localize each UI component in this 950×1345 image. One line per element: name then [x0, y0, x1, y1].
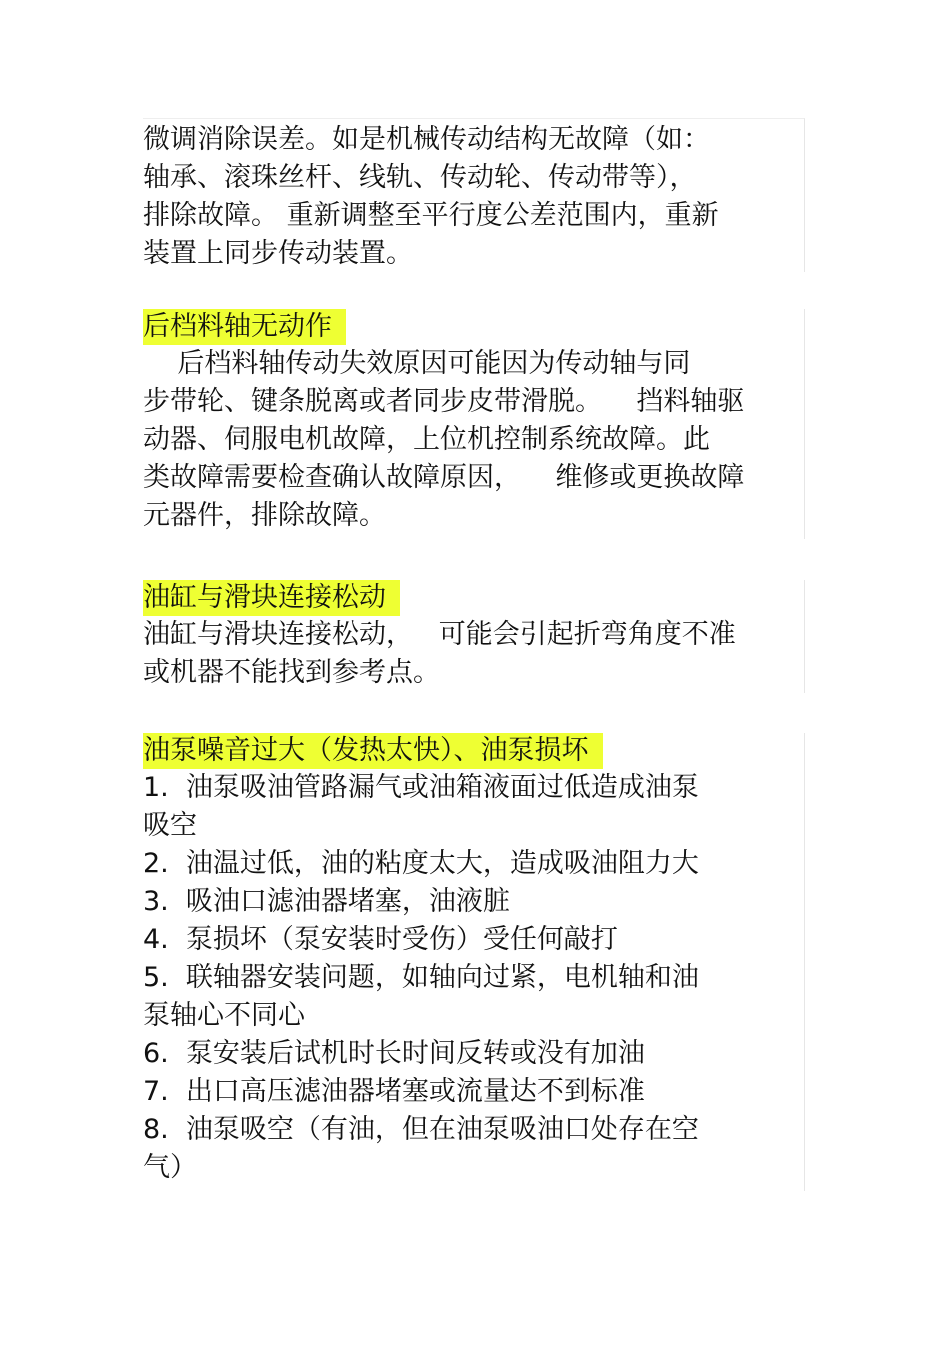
section-heading: 油泵噪音过大（发热太快）、油泵损坏	[143, 733, 603, 769]
paragraph-line: 元器件，排除故障。	[143, 500, 386, 531]
list-item: 吸空	[143, 810, 197, 841]
list-item: 6. 泵安装后试机时长时间反转或没有加油	[143, 1038, 645, 1069]
section-1-line: 轴承、滚珠丝杆、线轨、传动轮、传动带等），	[143, 162, 697, 193]
list-item: 4. 泵损坏（泵安装时受伤）受任何敲打	[143, 924, 618, 955]
section-2	[143, 309, 805, 539]
list-item: 泵轴心不同心	[143, 1000, 305, 1031]
list-item: 3. 吸油口滤油器堵塞，油液脏	[143, 886, 510, 917]
section-1-line: 装置上同步传动装置。	[143, 238, 413, 269]
list-item: 8. 油泵吸空（有油，但在油泵吸油口处存在空	[143, 1114, 699, 1145]
section-heading: 油缸与滑块连接松动	[143, 580, 400, 616]
list-item: 7. 出口高压滤油器堵塞或流量达不到标准	[143, 1076, 645, 1107]
paragraph-line: 后档料轴传动失效原因可能因为传动轴与同	[143, 348, 691, 379]
list-item: 2. 油温过低，油的粘度太大，造成吸油阻力大	[143, 848, 699, 879]
paragraph-line: 动器、伺服电机故障，上位机控制系统故障。此	[143, 424, 710, 455]
section-4	[143, 733, 805, 1191]
section-1-line: 微调消除误差。如是机械传动结构无故障（如：	[143, 124, 710, 155]
list-item: 1. 油泵吸油管路漏气或油箱液面过低造成油泵	[143, 772, 699, 803]
paragraph-line: 步带轮、键条脱离或者同步皮带滑脱。 挡料轴驱	[143, 386, 745, 417]
paragraph-line: 油缸与滑块连接松动， 可能会引起折弯角度不准	[143, 619, 736, 650]
section-1-line: 排除故障。 重新调整至平行度公差范围内，重新	[143, 200, 719, 231]
paragraph-line: 或机器不能找到参考点。	[143, 657, 440, 688]
section-heading: 后档料轴无动作	[143, 309, 346, 345]
section-1	[143, 118, 805, 272]
list-item: 气）	[143, 1152, 197, 1183]
paragraph-line: 类故障需要检查确认故障原因， 维修或更换故障	[143, 462, 745, 493]
list-item: 5. 联轴器安装问题，如轴向过紧，电机轴和油	[143, 962, 699, 993]
section-3	[143, 580, 805, 693]
